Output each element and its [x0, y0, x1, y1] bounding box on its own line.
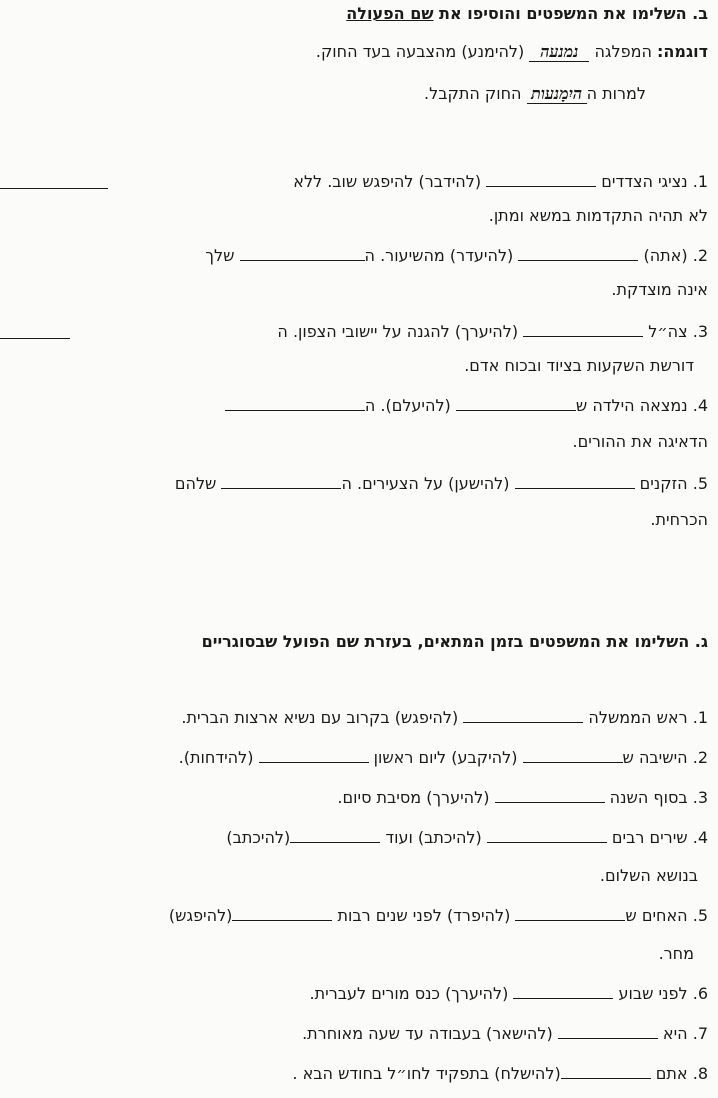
example-line-1: [0, 42, 708, 62]
answer-blank[interactable]: [515, 906, 625, 921]
item-number: 5.: [692, 906, 708, 925]
item-text: (להיפרד) לפני שנים רבות: [337, 906, 511, 925]
item-number: 6.: [692, 984, 708, 1003]
answer-blank[interactable]: [259, 748, 369, 763]
section-b-heading-text: ב. השלימו את המשפטים והוסיפו את: [439, 4, 708, 23]
section-c-item-5: [0, 906, 708, 926]
item-text: (להישלח) בתפקיד לחו״ל בחודש הבא .: [292, 1064, 561, 1083]
item-number: 3.: [692, 788, 708, 807]
example-2-text-a: למרות ה: [586, 84, 646, 103]
item-number: 3.: [692, 322, 708, 341]
item-text: היא: [662, 1024, 688, 1043]
answer-blank[interactable]: [487, 828, 607, 843]
answer-blank[interactable]: [232, 906, 332, 921]
answer-blank[interactable]: [518, 246, 638, 261]
example-2-text-b: החוק התקבל.: [424, 84, 522, 103]
item-text: (להיקבע) ליום ראשון: [373, 748, 518, 767]
example-1-text-a: המפלגה: [594, 42, 652, 61]
item-text: בסוף השנה: [609, 788, 688, 807]
item-text: (להיעדר) מהשיעור. ה: [364, 246, 514, 265]
item-text: לפני שבוע: [618, 984, 688, 1003]
answer-blank[interactable]: [495, 788, 605, 803]
answer-blank[interactable]: [225, 396, 365, 411]
item-text: נציגי הצדדים: [601, 172, 688, 191]
item-text: (להיעלם). ה: [364, 396, 451, 415]
item-continuation: מחר.: [658, 944, 694, 963]
example-line-2: [0, 84, 646, 104]
item-number: 4.: [692, 828, 708, 847]
answer-blank[interactable]: [515, 474, 635, 489]
example-1-handwritten-answer: נמנעה: [529, 43, 589, 62]
answer-blank[interactable]: [561, 1064, 651, 1079]
section-c-item-7: [0, 1024, 708, 1044]
item-number: 8.: [692, 1064, 708, 1083]
item-text: הזקנים: [639, 474, 688, 493]
item-text: (להיפגש) בקרוב עם נשיא ארצות הברית.: [181, 708, 459, 727]
item-text: אתם: [655, 1064, 688, 1083]
item-text: שלהם: [174, 474, 217, 493]
section-b-heading: [0, 4, 708, 24]
answer-blank[interactable]: [513, 984, 613, 999]
section-b-item-2: [0, 246, 708, 266]
answer-blank[interactable]: [486, 172, 596, 187]
answer-blank[interactable]: [523, 748, 623, 763]
example-2-handwritten-answer: היִמָנעות: [527, 85, 587, 104]
item-text: שירים רבים: [611, 828, 688, 847]
item-text: (להיכתב) ועוד: [385, 828, 482, 847]
item-number: 2.: [692, 246, 708, 265]
section-c-heading: ג. השלימו את המשפטים בזמן המתאים, בעזרת שם הפועל שבסוגריים: [201, 632, 708, 651]
section-b-heading-underlined: שם הפעולה: [346, 4, 434, 23]
section-c-item-2: [0, 748, 708, 768]
section-c-item-3: [0, 788, 708, 808]
item-text: האחים ש: [625, 906, 688, 925]
answer-blank[interactable]: [221, 474, 341, 489]
section-c-item-4: [0, 828, 708, 848]
item-continuation: הדאיגה את ההורים.: [572, 432, 708, 451]
item-number: 1.: [692, 708, 708, 727]
item-text: צה״ל: [648, 322, 688, 341]
answer-blank[interactable]: [456, 396, 576, 411]
item-number: 5.: [692, 474, 708, 493]
section-b-item-5: [0, 474, 708, 494]
example-1-text-b: (להימנע) מהצבעה בעד החוק.: [315, 42, 525, 61]
item-text: הישיבה ש: [622, 748, 688, 767]
answer-blank[interactable]: [0, 174, 108, 189]
item-number: 7.: [692, 1024, 708, 1043]
item-number: 2.: [692, 748, 708, 767]
section-c-item-1: [0, 708, 708, 728]
item-text: (להידבר) להיפגש שוב. ללא: [293, 172, 482, 191]
answer-blank[interactable]: [558, 1024, 658, 1039]
item-text: (להיערך) מסיבת סיום.: [337, 788, 490, 807]
answer-blank[interactable]: [290, 828, 380, 843]
item-continuation: לא תהיה התקדמות במשא ומתן.: [488, 206, 708, 225]
item-continuation: דורשת השקעות בציוד ובכוח אדם.: [464, 356, 694, 375]
example-label: דוגמה:: [656, 42, 708, 61]
item-text: (להיערך) להגנה על יישובי הצפון. ה: [277, 322, 519, 341]
item-continuation: הכרחית.: [650, 510, 708, 529]
item-text: (אתה): [643, 246, 688, 265]
section-c-item-6: [0, 984, 708, 1004]
answer-blank[interactable]: [523, 322, 643, 337]
item-text: (להישען) על הצעירים. ה: [341, 474, 510, 493]
item-text: ראש הממשלה: [588, 708, 688, 727]
item-text: שלך: [205, 246, 235, 265]
item-text: (להיפגש): [168, 906, 233, 925]
item-number: 4.: [692, 396, 708, 415]
item-text: (להיערך) כנס מורים לעברית.: [309, 984, 509, 1003]
section-b-item-4: [0, 396, 708, 416]
answer-blank[interactable]: [240, 246, 365, 261]
answer-blank[interactable]: [463, 708, 583, 723]
item-text: נמצאה הילדה ש: [575, 396, 688, 415]
item-text: (להיכתב): [226, 828, 291, 847]
answer-blank[interactable]: [0, 324, 70, 339]
item-number: 1.: [692, 172, 708, 191]
item-continuation: אינה מוצדקת.: [611, 280, 708, 299]
item-text: (להישאר) בעבודה עד שעה מאוחרת.: [302, 1024, 553, 1043]
section-b-item-3: [0, 322, 708, 342]
item-continuation: בנושא השלום.: [599, 866, 698, 885]
section-c-item-8: [0, 1064, 708, 1084]
item-text: (להידחות).: [178, 748, 254, 767]
